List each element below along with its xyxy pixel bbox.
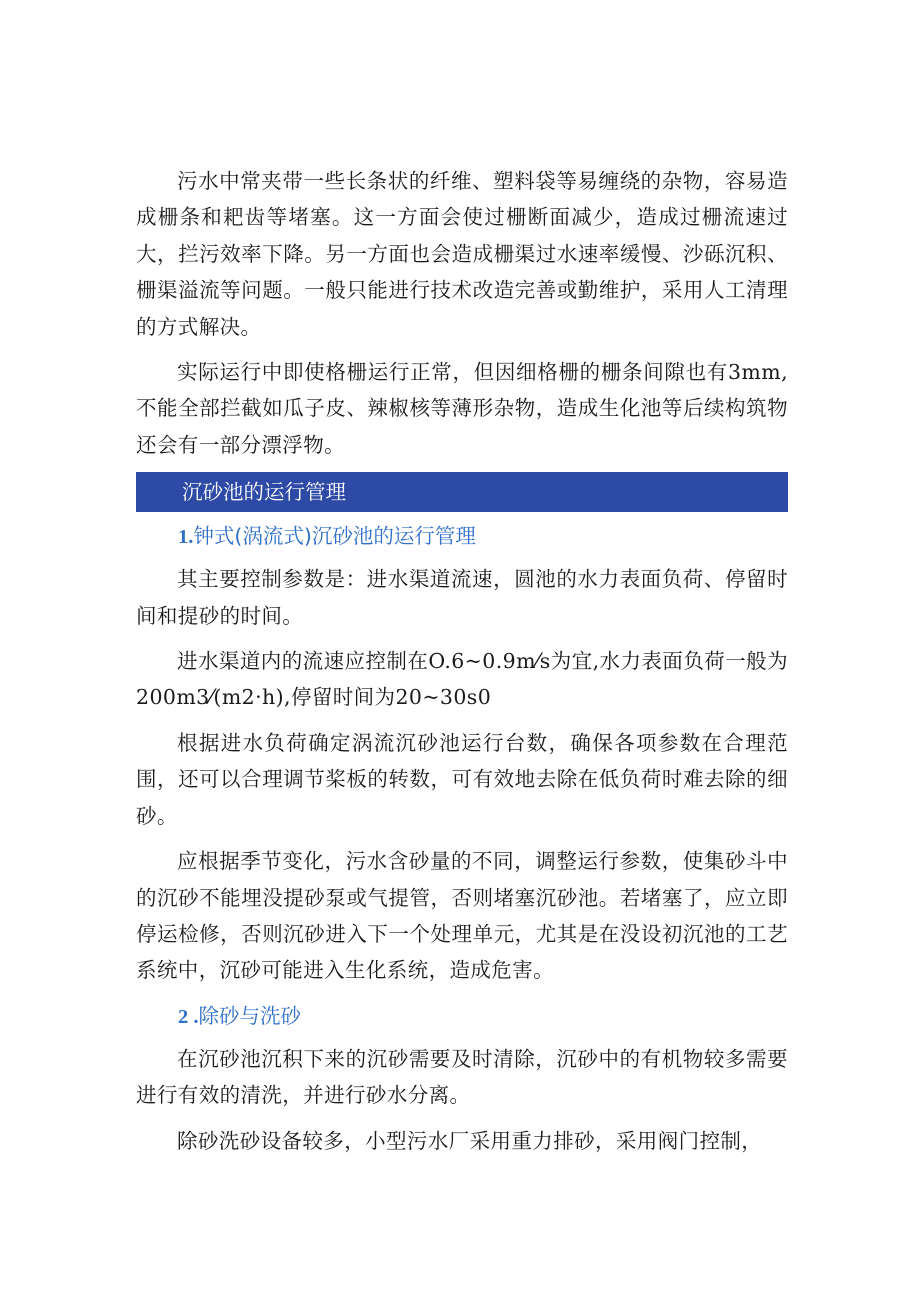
paragraph: 污水中常夹带一些长条状的纤维、塑料袋等易缠绕的杂物，容易造成栅条和耙齿等堵塞。这一方面会使过栅断面减少，造成过栅流速过大，拦污效率下降。另一方面也会造成栅渠过水速率缓慢、沙砾沉积、栅渠溢流等问题。一般只能进行技术改造完善或勤维护，采用人工清理的方式解决。: [136, 169, 788, 339]
paragraph: 在沉砂池沉积下来的沉砂需要及时清除，沉砂中的有机物较多需要进行有效的清洗，并进行砂水分离。: [136, 1046, 788, 1108]
paragraph: 实际运行中即使格栅运行正常，但因细格栅的栅条间隙也有3mm,不能全部拦截如瓜子皮、辣椒核等薄形杂物，造成生化池等后续构筑物还会有一部分漂浮物。: [136, 360, 788, 457]
paragraph: 根据进水负荷确定涡流沉砂池运行台数，确保各项参数在合理范围，还可以合理调节桨板的转数，可有效地去除在低负荷时难去除的细砂。: [136, 730, 788, 828]
subsection-number: 2 .: [178, 1005, 199, 1028]
subsection-title: 钟式(涡流式)沉砂池的运行管理: [193, 524, 476, 549]
document-body: [136, 163, 788, 1168]
subsection-heading-2: [136, 998, 788, 1035]
subsection-number: 1.: [178, 526, 194, 549]
section-title: 沉砂池的运行管理: [182, 480, 346, 505]
paragraph: 应根据季节变化，污水含砂量的不同，调整运行参数，使集砂斗中的沉砂不能埋没提砂泵或气提管，否则堵塞沉砂池。若堵塞了，应立即停运检修，否则沉砂进入下一个处理单元，尤其是在没设初沉池的工艺系统中，沉砂可能进入生化系统，造成危害。: [136, 849, 788, 983]
paragraph: 进水渠道内的流速应控制在O.6~0.9m⁄s为宜,水力表面负荷一般为200m3⁄(m2·h),停留时间为20~30s0: [136, 649, 788, 710]
paragraph: 除砂洗砂设备较多，小型污水厂采用重力排砂，采用阀门控制，: [177, 1128, 763, 1153]
subsection-title: 除砂与洗砂: [198, 1003, 301, 1028]
section-heading-bar: [136, 472, 788, 512]
paragraph: 其主要控制参数是：进水渠道流速，圆池的水力表面负荷、停留时间和提砂的时间。: [136, 567, 788, 628]
subsection-heading-1: [136, 518, 788, 555]
